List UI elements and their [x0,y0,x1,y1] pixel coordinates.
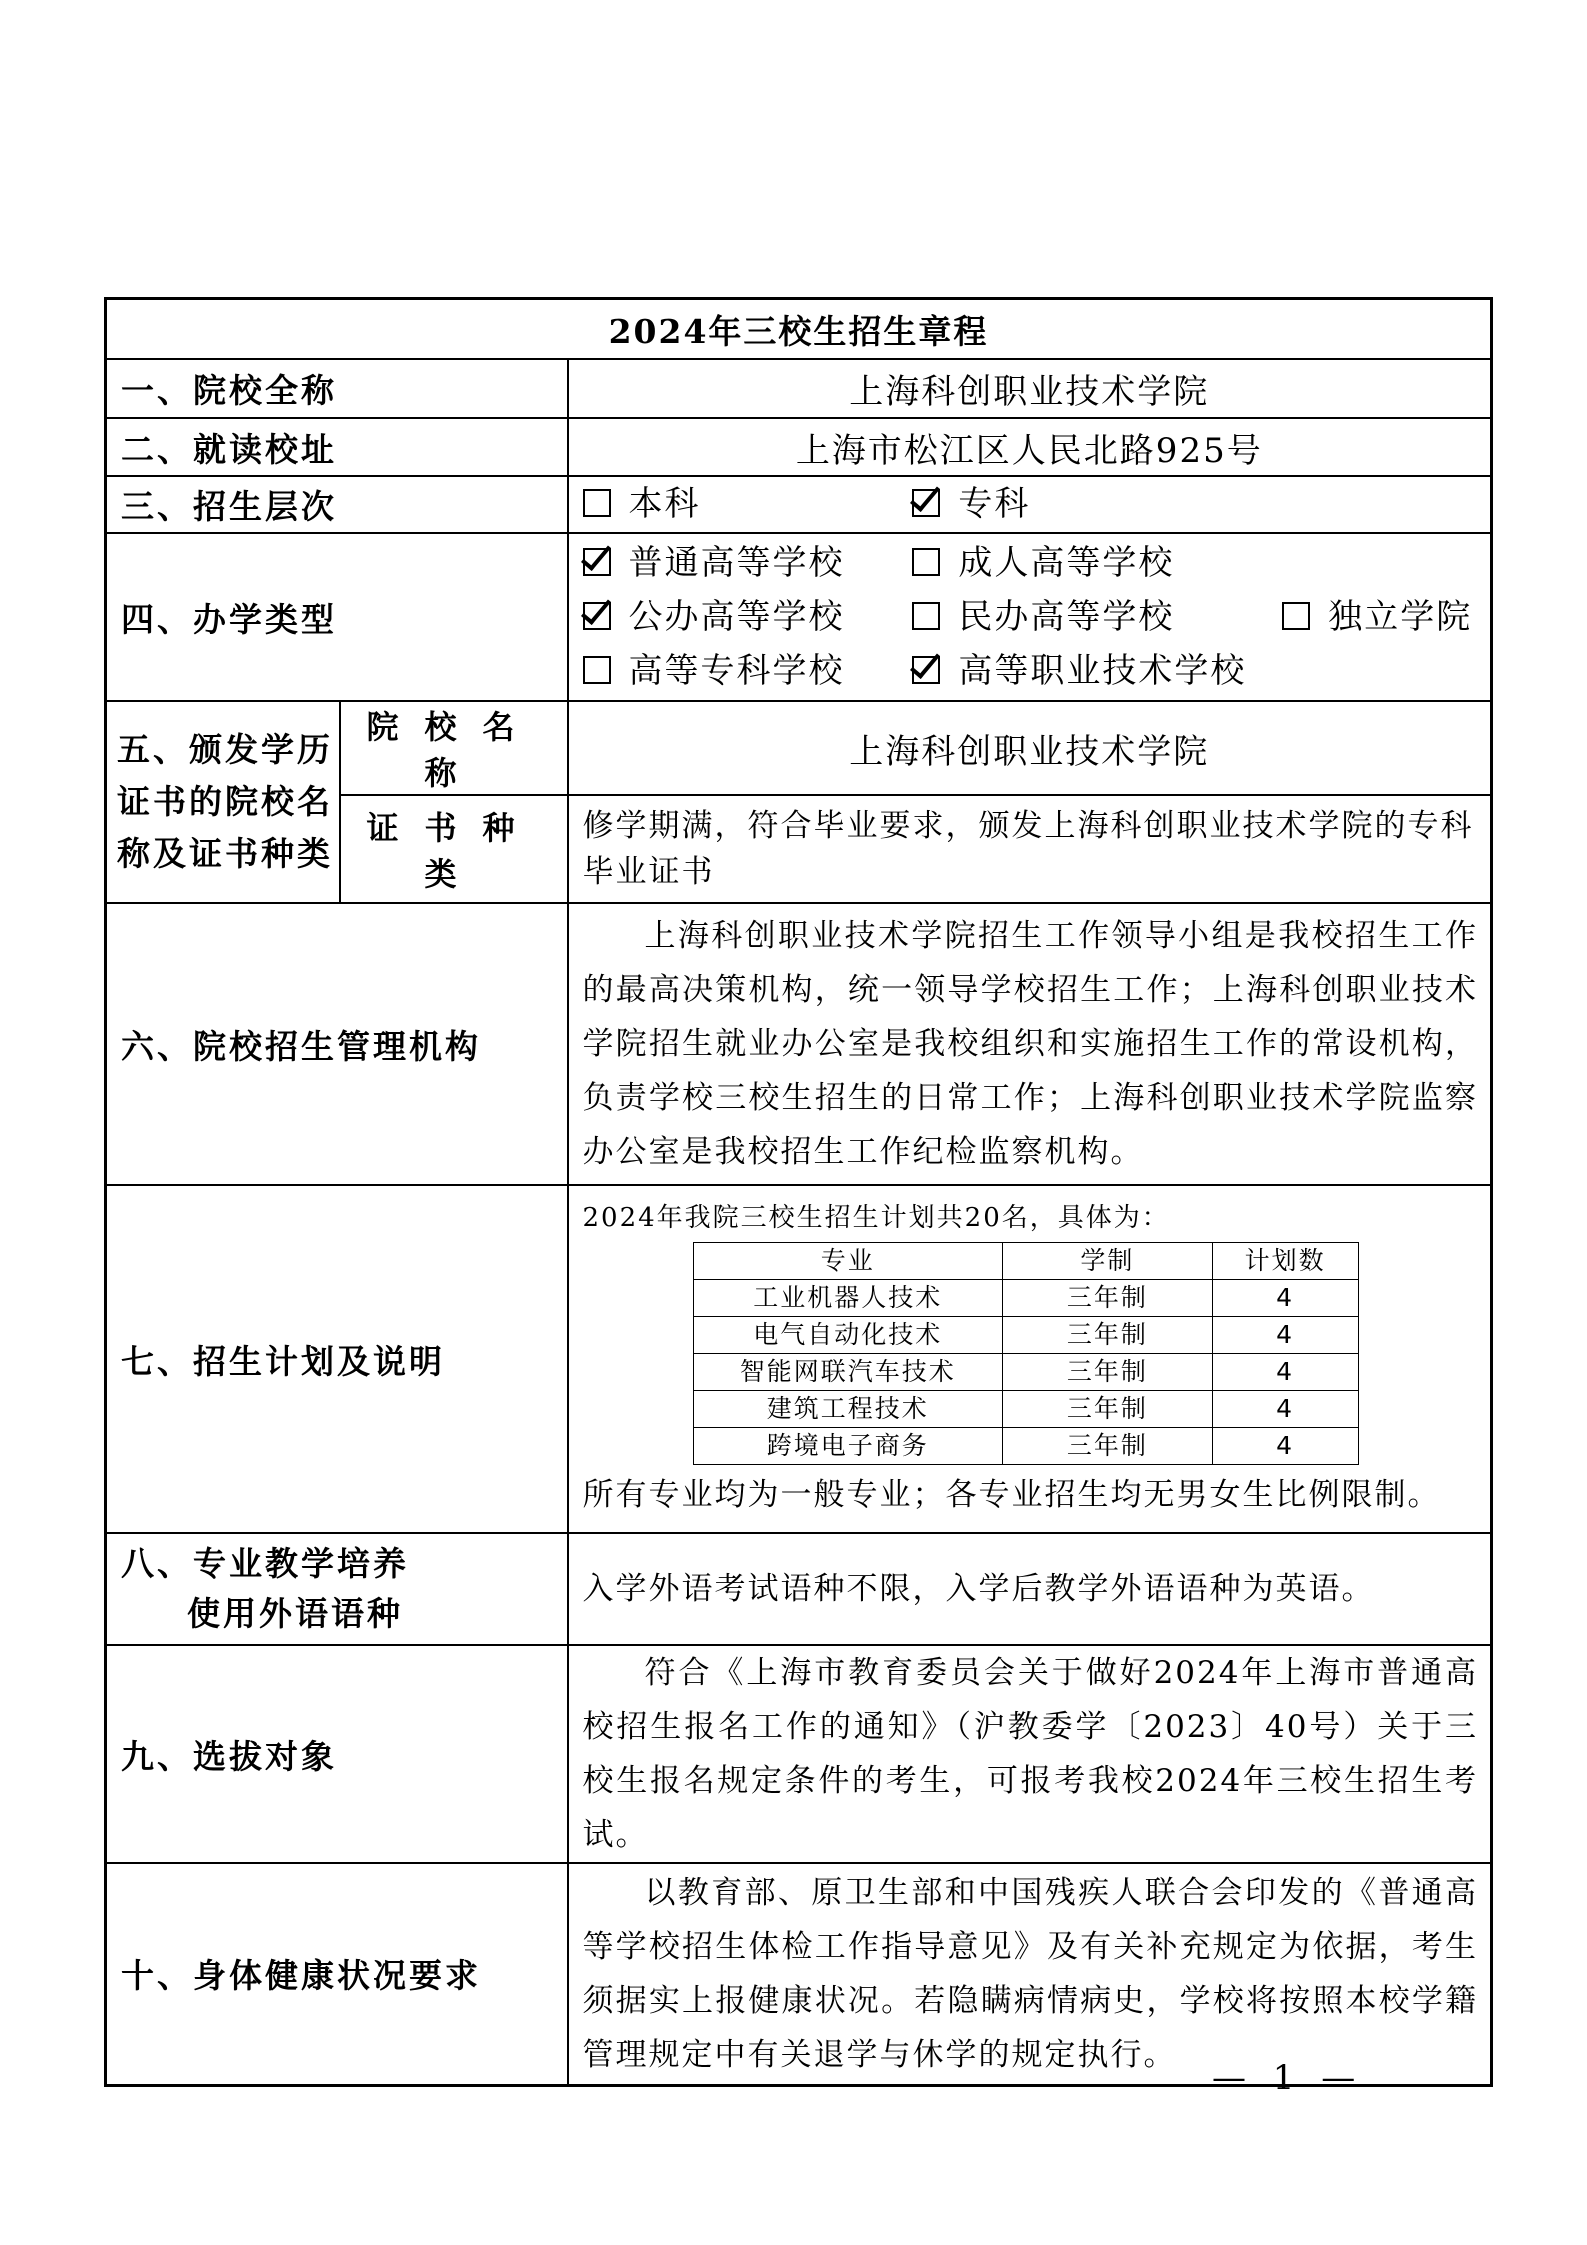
value-campus-address: 上海市松江区人民北路925号 [568,418,1492,476]
label-certificate: 五、颁发学历 证书的院校名 称及证书种类 [106,701,340,903]
label-campus-address: 二、就读校址 [106,418,568,476]
page-number: — 1 — [1212,2058,1364,2098]
label-issuing-school: 院校名称 [340,701,568,795]
checkbox-icon [912,602,940,630]
option-vocational-college: 高等职业技术学校 [912,644,1246,698]
table-row: 智能网联汽车技术 三年制 4 [693,1353,1358,1390]
table-row: 工业机器人技术 三年制 4 [693,1279,1358,1316]
checked-checkbox-icon [583,548,611,576]
value-certificate-type: 修学期满，符合毕业要求，颁发上海科创职业技术学院的专科毕业证书 [568,795,1492,903]
option-junior-college: 专科 [912,477,1030,531]
header-duration: 学制 [1003,1242,1213,1279]
value-school-type [568,533,1492,701]
table-row: 电气自动化技术 三年制 4 [693,1316,1358,1353]
label-eligible-candidates: 九、选拔对象 [106,1645,568,1863]
table-row: 跨境电子商务 三年制 4 [693,1427,1358,1464]
value-enrollment-level [568,476,1492,533]
option-independent-college: 独立学院 [1282,590,1472,644]
option-undergraduate: 本科 [583,477,883,531]
label-health-requirements: 十、身体健康状况要求 [106,1863,568,2085]
label-school-name: 一、院校全称 [106,359,568,418]
header-major: 专业 [693,1242,1003,1279]
label-certificate-type: 证书种类 [340,795,568,903]
plan-header-row [693,1242,1358,1279]
label-enrollment-level: 三、招生层次 [106,476,568,533]
checked-checkbox-icon [583,602,611,630]
checkbox-icon [912,548,940,576]
label-foreign-language: 八、专业教学培养 使用外语语种 [106,1533,568,1645]
option-regular-college: 普通高等学校 [583,536,883,590]
value-school-name: 上海科创职业技术学院 [568,359,1492,418]
label-enrollment-plan: 七、招生计划及说明 [106,1185,568,1533]
checkbox-icon [583,656,611,684]
plan-note: 所有专业均为一般专业；各专业招生均无男女生比例限制。 [582,1476,1441,1513]
checked-checkbox-icon [912,489,940,517]
value-enrollment-plan [568,1185,1492,1533]
document-title: 2024年三校生招生章程 [106,299,1492,360]
option-private-college: 民办高等学校 [912,590,1252,644]
checked-checkbox-icon [912,656,940,684]
option-junior-college-school: 高等专科学校 [583,644,883,698]
value-eligible-candidates: 符合《上海市教育委员会关于做好2024年上海市普通高校招生报名工作的通知》（沪教委学〔2023〕40号）关于三校生报名规定条件的考生，可报考我校2024年三校生招生考试。 [568,1645,1492,1863]
label-admission-office: 六、院校招生管理机构 [106,903,568,1185]
checkbox-icon [583,489,611,517]
charter-document [104,297,1490,2087]
value-foreign-language: 入学外语考试语种不限，入学后教学外语语种为英语。 [568,1533,1492,1645]
value-admission-office: 上海科创职业技术学院招生工作领导小组是我校招生工作的最高决策机构，统一领导学校招生工作；上海科创职业技术学院招生就业办公室是我校组织和实施招生工作的常设机构，负责学校三校生招生的日常工作；上海科创职业技术学院监察办公室是我校招生工作纪检监察机构。 [568,903,1492,1185]
plan-table [693,1242,1359,1465]
value-issuing-school: 上海科创职业技术学院 [568,701,1492,795]
charter-table [104,297,1493,2087]
checkbox-icon [1282,602,1310,630]
label-school-type: 四、办学类型 [106,533,568,701]
option-adult-college: 成人高等学校 [912,536,1174,590]
option-public-college: 公办高等学校 [583,590,883,644]
plan-intro: 2024年我院三校生招生计划共20名，具体为： [582,1202,1170,1233]
table-row: 建筑工程技术 三年制 4 [693,1390,1358,1427]
value-health-requirements: 以教育部、原卫生部和中国残疾人联合会印发的《普通高等学校招生体检工作指导意见》及有关补充规定为依据，考生须据实上报健康状况。若隐瞒病情病史，学校将按照本校学籍管理规定中有关退学与休学的规定执行。 [568,1863,1492,2085]
header-quota: 计划数 [1212,1242,1358,1279]
